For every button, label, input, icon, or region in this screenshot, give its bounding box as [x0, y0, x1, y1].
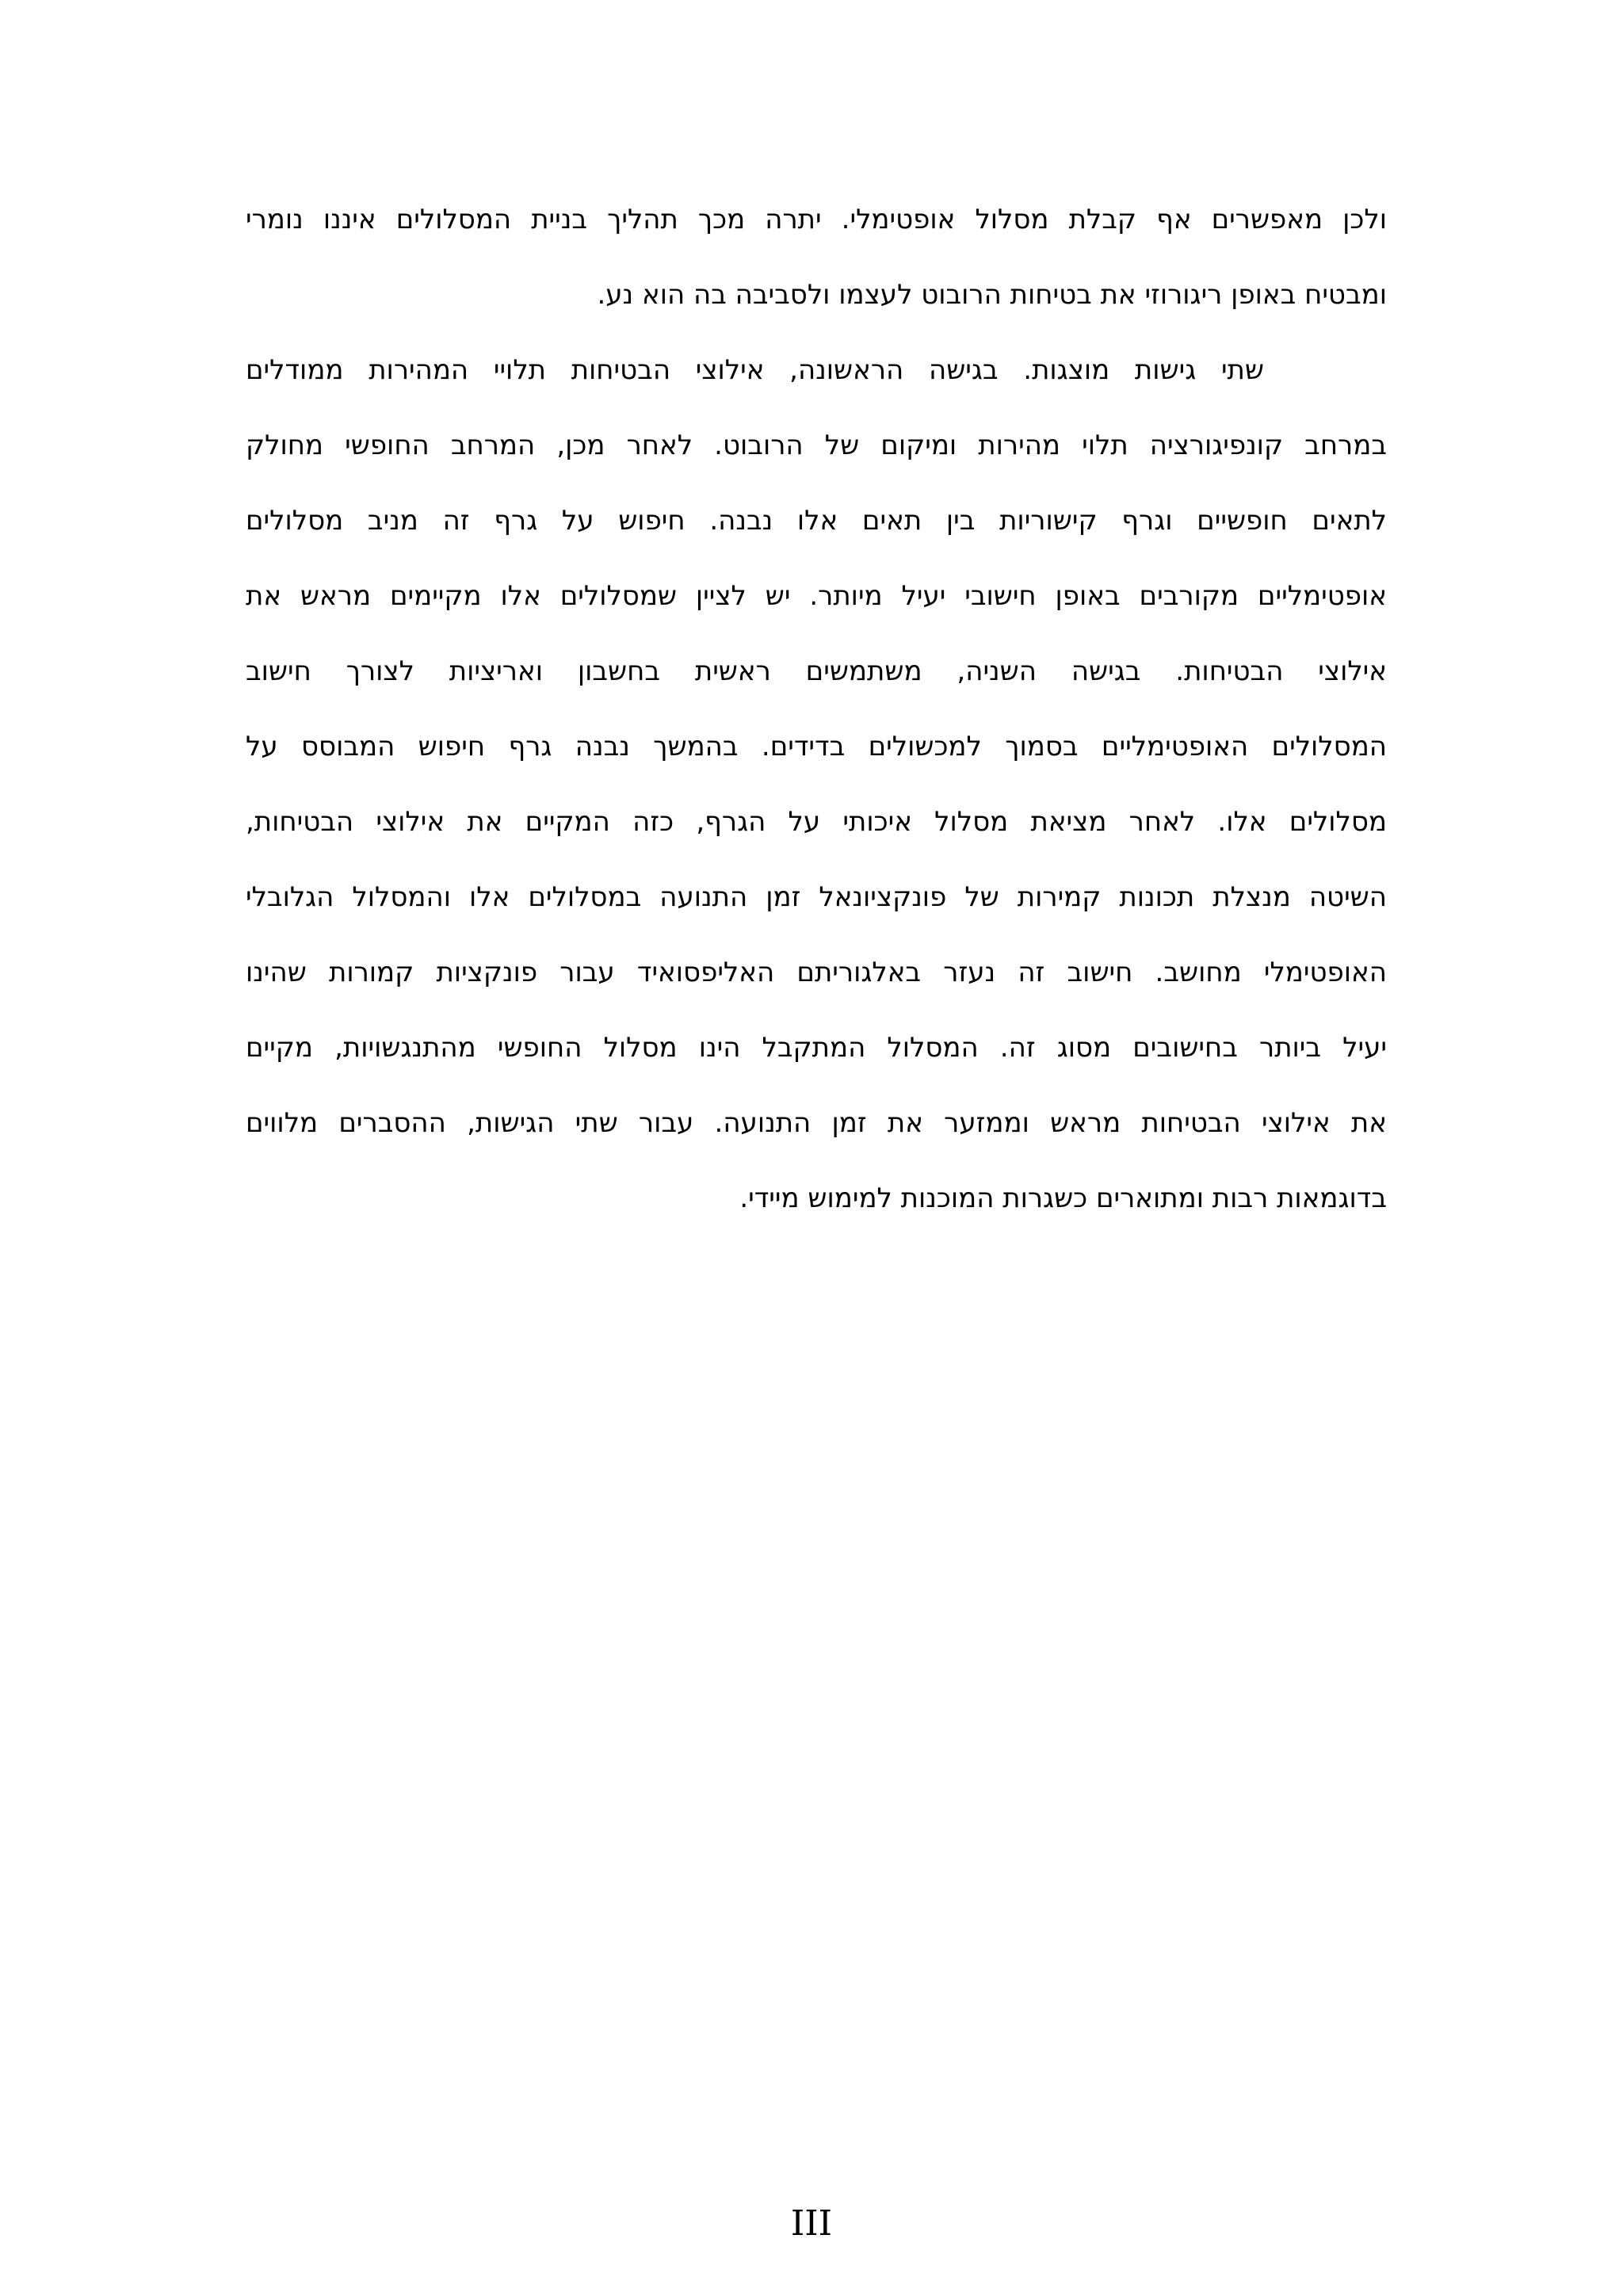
- text-line: השיטה מנצלת תכונות קמירות של פונקציונאל זמן התנועה במסלולים אלו והמסלול הגלובלי: [246, 881, 1387, 913]
- text-line: לתאים חופשיים וגרף קישוריות בין תאים אלו נבנה. חיפוש על גרף זה מניב מסלולים: [246, 505, 1387, 537]
- text-line: האופטימלי מחושב. חישוב זה נעזר באלגוריתם האליפסואיד עבור פונקציות קמורות שהינו: [246, 957, 1387, 988]
- body-text: [246, 182, 1387, 1236]
- text-line: מסלולים אלו. לאחר מציאת מסלול איכותי על הגרף, כזה המקיים את אילוצי הבטיחות,: [246, 806, 1387, 838]
- text-line: שתי גישות מוצגות. בגישה הראשונה, אילוצי הבטיחות תלויי המהירות ממודלים: [246, 354, 1264, 386]
- text-line: יעיל ביותר בחישובים מסוג זה. המסלול המתקבל הינו מסלול החופשי מהתנגשויות, מקיים: [246, 1032, 1387, 1064]
- text-line: בדוגמאות רבות ומתוארים כשגרות המוכנות למימוש מיידי.: [739, 1182, 1387, 1214]
- text-line: את אילוצי הבטיחות מראש וממזער את זמן התנועה. עבור שתי הגישות, ההסברים מלווים: [246, 1107, 1387, 1139]
- page-number: III: [790, 2203, 833, 2244]
- text-line: אילוצי הבטיחות. בגישה השניה, משתמשים ראשית בחשבון ואריציות לצורך חישוב: [246, 655, 1387, 687]
- text-line: ולכן מאפשרים אף קבלת מסלול אופטימלי. יתרה מכך תהליך בניית המסלולים איננו נומרי: [246, 204, 1387, 235]
- text-line: אופטימליים מקורבים באופן חישובי יעיל מיותר. יש לציין שמסלולים אלו מקיימים מראש את: [246, 580, 1387, 612]
- text-line: ומבטיח באופן ריגורוזי את בטיחות הרובוט לעצמו ולסביבה בה הוא נע.: [597, 279, 1387, 311]
- text-line: במרחב קונפיגורציה תלוי מהירות ומיקום של הרובוט. לאחר מכן, המרחב החופשי מחולק: [246, 430, 1387, 461]
- text-line: המסלולים האופטימליים בסמוך למכשולים בדידים. בהמשך נבנה גרף חיפוש המבוסס על: [246, 731, 1387, 762]
